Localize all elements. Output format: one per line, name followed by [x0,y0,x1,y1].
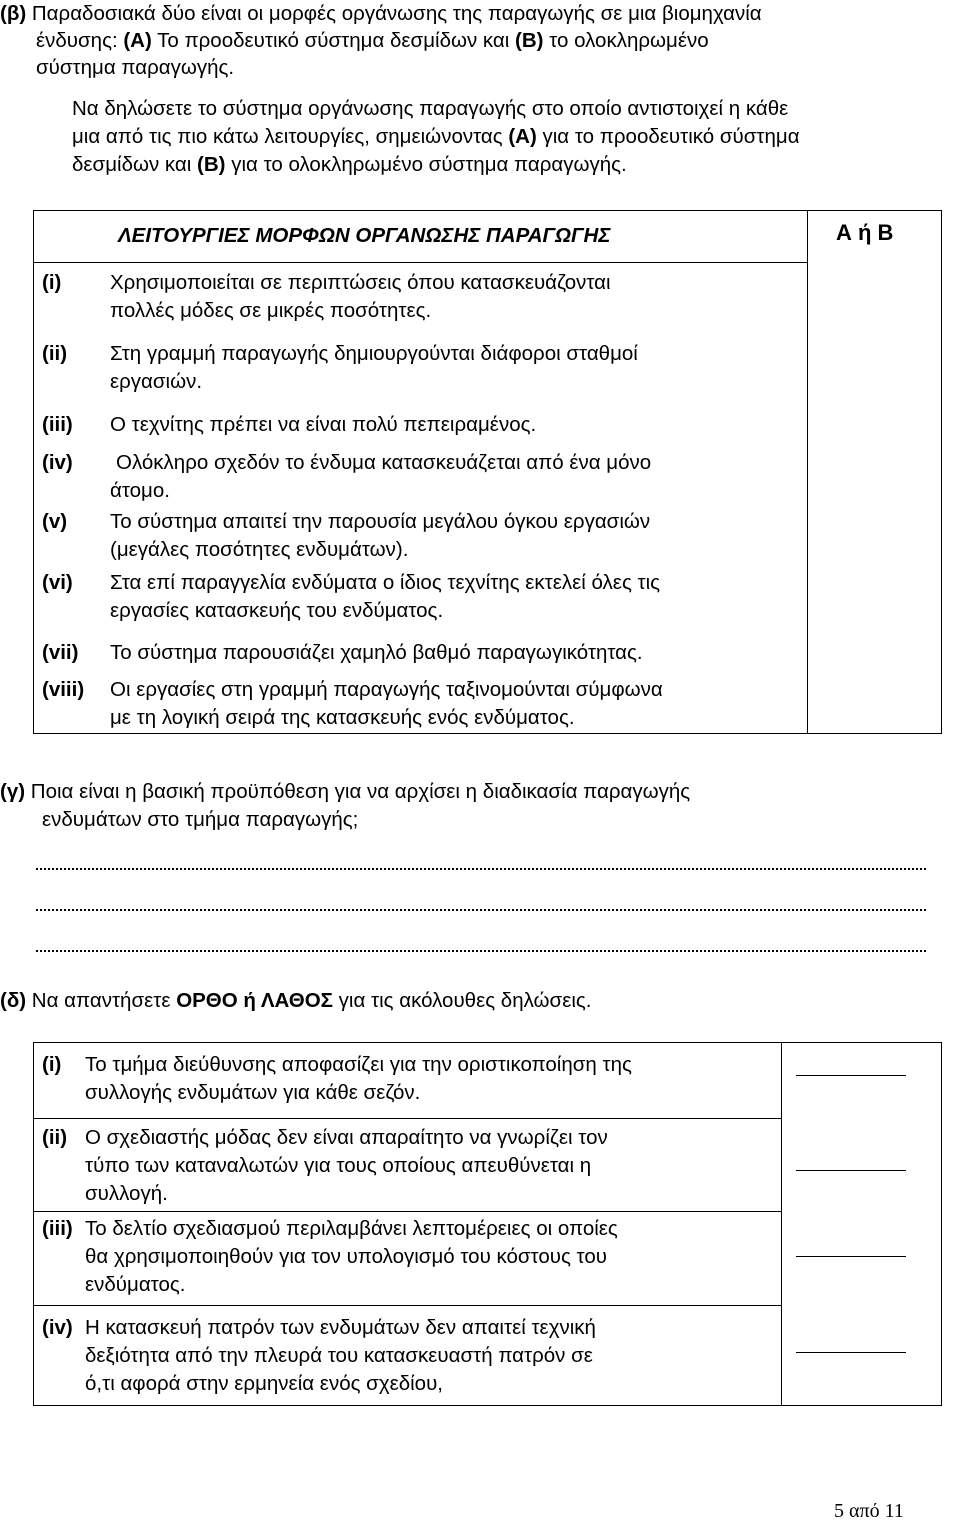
intro-2c: Το προοδευτικό σύστημα δεσμίδων και [151,29,516,52]
intro-2e: το ολοκληρωμένο [543,29,709,52]
intro-2a: ένδυσης: [36,29,124,52]
item-number: (viii) [42,678,85,701]
row-divider [34,1211,781,1212]
instr-2a: μια από τις πιο κάτω λειτουργίες, σημειώνοντας [72,125,509,148]
section-c-question: Ποια είναι η βασική προϋπόθεση για να αρχίσει η διαδικασία παραγωγής [30,780,691,803]
table-header-answer: Α ή Β [836,220,894,245]
row-divider [34,1118,781,1119]
item-text-line2: (μεγάλες ποσότητες ενδυμάτων). [110,538,409,561]
item-text-line1: Ο τεχνίτης πρέπει να είναι πολύ πεπειραμένος. [110,413,537,436]
item-text-line2: με τη λογική σειρά της κατασκευής ενός ενδύματος. [110,706,575,729]
answer-blank[interactable] [796,1170,906,1171]
section-b-label: (β) [0,2,27,25]
row-divider [34,1305,781,1306]
item-number: (vii) [42,641,79,664]
section-d-text-b: ΟΡΘΟ ή ΛΑΘΟΣ [176,989,333,1012]
section-d-heading [0,987,591,1015]
item-number: (i) [42,271,62,294]
item-text-line2: δεξιότητα από την πλευρά του κατασκευαστή πατρόν σε [85,1344,593,1367]
item-text-line1: Το σύστημα παρουσιάζει χαμηλό βαθμό παραγωγικότητας. [110,641,643,664]
answer-blank[interactable] [796,1075,906,1076]
item-text-line1: Στα επί παραγγελία ενδύματα ο ίδιος τεχνίτης εκτελεί όλες τις [110,571,661,594]
section-c-line1 [0,778,690,806]
item-text-line1: Η κατασκευή πατρόν των ενδυμάτων δεν απαιτεί τεχνική [85,1316,596,1339]
section-b-instr-line1: Να δηλώσετε το σύστημα οργάνωσης παραγωγής στο οποίο αντιστοιχεί η κάθε [72,97,789,120]
item-text-line1: Το σύστημα απαιτεί την παρουσία μεγάλου όγκου εργασιών [110,510,651,533]
item-text-line2: άτομο. [110,479,170,502]
section-b-intro-line3: σύστημα παραγωγής. [36,56,235,79]
answer-line[interactable] [36,909,926,911]
table-header-title: ΛΕΙΤΟΥΡΓΙΕΣ ΜΟΡΦΩΝ ΟΡΓΑΝΩΣΗΣ ΠΑΡΑΓΩΓΗΣ [118,224,611,247]
section-b-instr-line3 [72,151,627,179]
item-text-line3: ενδύματος. [85,1273,186,1296]
answer-blank[interactable] [796,1256,906,1257]
item-text-line1: Το τμήμα διεύθυνσης αποφασίζει για την οριστικοποίηση της [85,1053,632,1076]
section-c-line2: ενδυμάτων στο τμήμα παραγωγής; [42,808,359,831]
item-number: (iii) [42,1217,73,1240]
item-text-line2: θα χρησιμοποιηθούν για τον υπολογισμό του κόστους του [85,1245,607,1268]
item-text-line1: Ο σχεδιαστής μόδας δεν είναι απαραίτητο να γνωρίζει τον [85,1126,608,1149]
table-header-divider [34,262,807,263]
item-text-line3: ό,τι αφορά στην ερμηνεία ενός σχεδίου, [85,1372,443,1395]
item-text-line2: εργασιών. [110,370,203,393]
item-text-line2: τύπο των καταναλωτών για τους οποίους απευθύνεται η [85,1154,592,1177]
section-b-intro-line1 [0,0,762,28]
table-column-divider [781,1043,782,1405]
answer-line[interactable] [36,950,926,952]
item-number: (i) [42,1053,62,1076]
item-text-line2: πολλές μόδες σε μικρές ποσότητες. [110,299,432,322]
item-text-line2: εργασίες κατασκευής του ενδύματος. [110,599,444,622]
section-b-intro-line2 [36,27,709,55]
instr-2b: (Α) [508,125,537,148]
instr-3c: για το ολοκληρωμένο σύστημα παραγωγής. [225,153,627,176]
section-d-text-a: Να απαντήσετε [31,989,177,1012]
section-d-text-c: για τις ακόλουθες δηλώσεις. [332,989,592,1012]
item-number: (iv) [42,1316,73,1339]
page-number: 5 από 11 [834,1500,904,1522]
instr-2c: για το προοδευτικό σύστημα [536,125,800,148]
item-number: (v) [42,510,68,533]
item-number: (ii) [42,342,68,365]
answer-line[interactable] [36,868,926,870]
instr-3b: (Β) [197,153,226,176]
item-number: (iii) [42,413,73,436]
item-text-line3: συλλογή. [85,1182,168,1205]
item-text-line1: Οι εργασίες στη γραμμή παραγωγής ταξινομούνται σύμφωνα [110,678,663,701]
table-column-divider [807,211,808,733]
item-text-line1: Το δελτίο σχεδιασμού περιλαμβάνει λεπτομέρειες οι οποίες [85,1217,618,1240]
intro-2d: (Β) [515,29,544,52]
section-d-label: (δ) [0,989,27,1012]
intro-text-1: Παραδοσιακά δύο είναι οι μορφές οργάνωσης της παραγωγής σε μια βιομηχανία [31,2,762,25]
section-b-instr-line2 [72,123,800,151]
instr-3a: δεσμίδων και [72,153,198,176]
answer-blank[interactable] [796,1352,906,1353]
item-text-line1: Στη γραμμή παραγωγής δημιουργούνται διάφοροι σταθμοί [110,342,638,365]
item-text-line2: συλλογής ενδυμάτων για κάθε σεζόν. [85,1081,421,1104]
intro-2b: (Α) [123,29,152,52]
item-number: (iv) [42,451,73,474]
item-number: (vi) [42,571,73,594]
item-text-line1: Ολόκληρο σχεδόν το ένδυμα κατασκευάζεται από ένα μόνο [116,451,652,474]
section-c-label: (γ) [0,780,26,803]
item-number: (ii) [42,1126,68,1149]
item-text-line1: Χρησιμοποιείται σε περιπτώσεις όπου κατασκευάζονται [110,271,611,294]
